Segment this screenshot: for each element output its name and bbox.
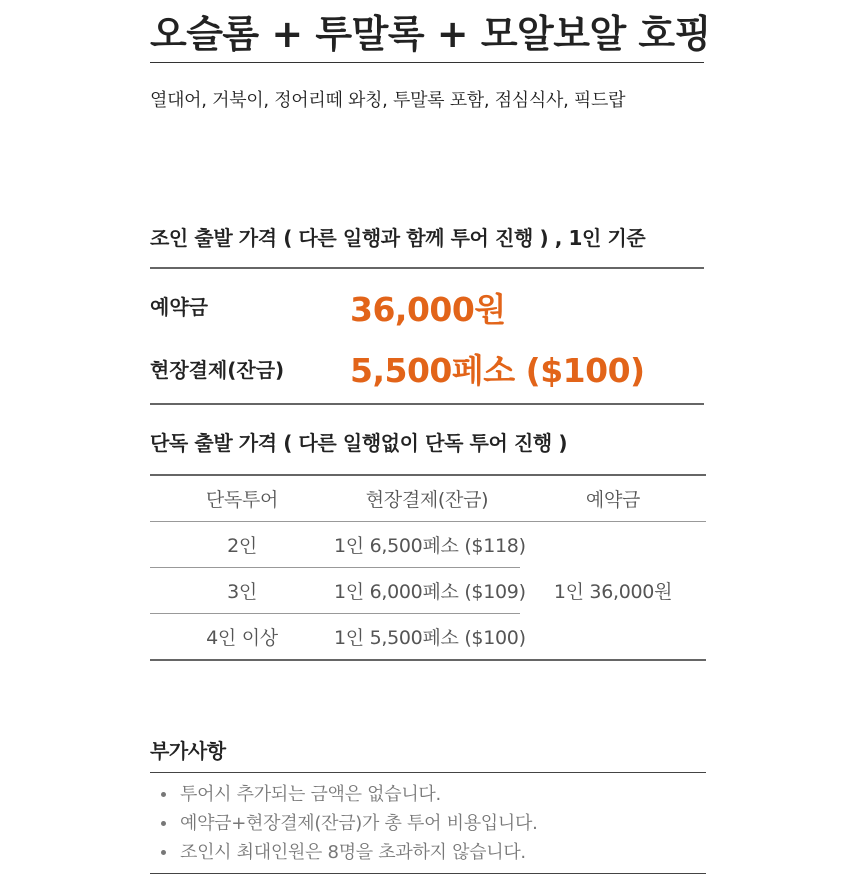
list-item-text: 투어시 추가되는 금액은 없습니다. <box>180 784 441 805</box>
join-price-heading: 조인 출발 가격 ( 다른 일행과 함께 투어 진행 ) , 1인 기준 <box>150 226 646 250</box>
deposit-label: 예약금 <box>150 295 208 319</box>
list-item <box>150 780 706 809</box>
bullet-icon <box>161 821 166 826</box>
onsite-payment-price: 5,500페소 ($100) <box>350 351 645 390</box>
solo-price-heading: 단독 출발 가격 ( 다른 일행없이 단독 투어 진행 ) <box>150 431 568 455</box>
list-item-text: 예약금+현장결제(잔금)가 총 투어 비용입니다. <box>180 813 538 834</box>
group-size-cell: 4인 이상 <box>150 614 334 661</box>
tour-highlights: 열대어, 거북이, 정어리떼 와칭, 투말록 포함, 점심식사, 픽드랍 <box>150 90 626 111</box>
bullet-icon <box>161 850 166 855</box>
onsite-price-cell: 1인 6,000페소 ($109) <box>334 568 520 614</box>
column-header-onsite: 현장결제(잔금) <box>334 475 520 522</box>
list-item <box>150 838 706 867</box>
onsite-price-cell: 1인 6,500페소 ($118) <box>334 522 520 568</box>
join-top-divider <box>150 267 704 269</box>
join-bottom-divider <box>150 403 704 405</box>
list-item-text: 조인시 최대인원은 8명을 초과하지 않습니다. <box>180 842 526 863</box>
extras-heading: 부가사항 <box>150 739 226 763</box>
list-item <box>150 809 706 838</box>
deposit-cell: 1인 36,000원 <box>520 522 706 661</box>
solo-price-table <box>150 474 706 661</box>
group-size-cell: 2인 <box>150 522 334 568</box>
extras-list <box>150 780 706 867</box>
onsite-price-cell: 1인 5,500페소 ($100) <box>334 614 520 661</box>
table-row <box>150 522 706 568</box>
onsite-payment-label: 현장결제(잔금) <box>150 358 285 382</box>
extras-bottom-divider <box>150 873 706 874</box>
table-header-row <box>150 475 706 522</box>
deposit-price: 36,000원 <box>350 290 506 329</box>
column-header-group: 단독투어 <box>150 475 334 522</box>
group-size-cell: 3인 <box>150 568 334 614</box>
page-title: 오슬롬 + 투말록 + 모알보알 호핑 <box>150 12 711 56</box>
column-header-deposit: 예약금 <box>520 475 706 522</box>
title-divider <box>150 62 704 63</box>
bullet-icon <box>161 792 166 797</box>
extras-top-divider <box>150 772 706 773</box>
